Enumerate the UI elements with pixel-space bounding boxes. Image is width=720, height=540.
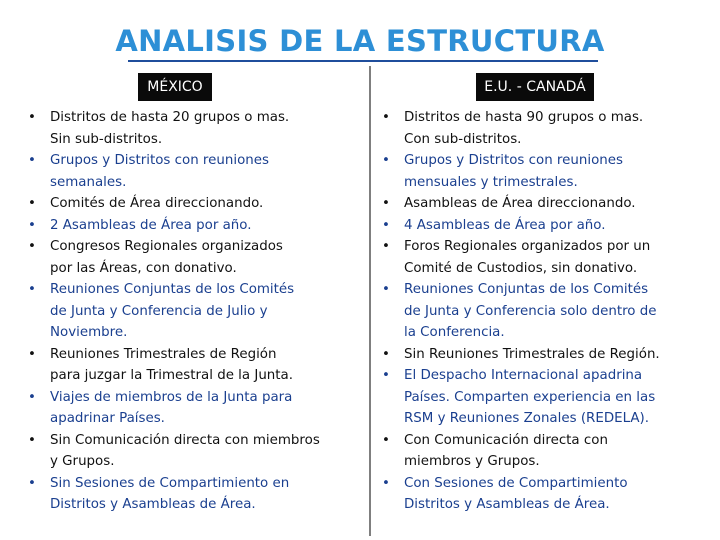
eu-canada-item [380, 473, 716, 516]
mexico-item [26, 430, 366, 473]
mexico-item [26, 215, 366, 237]
eu-canada-item [380, 150, 716, 193]
mexico-item-line: de Junta y Conferencia de Julio y [50, 303, 268, 319]
bullet-icon: • [382, 110, 390, 125]
title-underline [128, 60, 598, 62]
mexico-item-line: Noviembre. [50, 325, 128, 340]
bullet-icon: • [382, 368, 390, 383]
bullet-icon: • [382, 282, 390, 297]
mexico-item-line: y Grupos. [50, 454, 115, 469]
mexico-item [26, 236, 366, 279]
bullet-icon: • [28, 346, 36, 362]
header-mexico: MÉXICO [138, 73, 212, 101]
eu-canada-item [380, 107, 716, 150]
mexico-item-line: Sin sub-distritos. [50, 131, 163, 147]
eu-canada-item-line: de Junta y Conferencia solo dentro de [404, 303, 657, 319]
bullet-icon: • [28, 389, 36, 405]
bullet-icon: • [28, 153, 36, 168]
bullet-icon: • [382, 346, 390, 362]
mexico-item-line: 2 Asambleas de Área por año. [50, 217, 252, 233]
mexico-item-line: Distritos y Asambleas de Área. [50, 497, 256, 512]
column-divider [369, 66, 371, 536]
eu-canada-item [380, 279, 716, 344]
mexico-item-line: Sin Sesiones de Compartimiento en [50, 475, 290, 491]
mexico-list [26, 107, 366, 516]
mexico-item-line: Sin Comunicación directa con miembros [50, 432, 320, 448]
bullet-icon: • [28, 196, 36, 211]
mexico-item [26, 107, 366, 150]
bullet-icon: • [28, 475, 36, 491]
eu-canada-item-line: 4 Asambleas de Área por año. [404, 217, 606, 233]
bullet-icon: • [28, 110, 36, 125]
bullet-icon: • [382, 239, 390, 254]
eu-canada-item-line: Distritos de hasta 90 grupos o mas. [404, 110, 644, 125]
mexico-item-line: Viajes de miembros de la Junta para [50, 389, 293, 405]
eu-canada-item [380, 236, 716, 279]
eu-canada-item-line: Sin Reuniones Trimestrales de Región. [404, 346, 660, 362]
bullet-icon: • [382, 432, 390, 448]
eu-canada-item-line: Grupos y Distritos con reuniones [404, 153, 623, 168]
mexico-item-line: Reuniones Conjuntas de los Comités [50, 282, 295, 297]
eu-canada-item-line: mensuales y trimestrales. [404, 174, 578, 190]
mexico-item [26, 150, 366, 193]
mexico-item-line: para juzgar la Trimestral de la Junta. [50, 368, 294, 383]
mexico-item-line: apadrinar Países. [50, 411, 165, 426]
header-eu-canada: E.U. - CANADÁ [476, 73, 594, 101]
eu-canada-item-line: Reuniones Conjuntas de los Comités [404, 282, 649, 297]
bullet-icon: • [28, 282, 36, 297]
bullet-icon: • [28, 217, 36, 233]
eu-canada-item-line: Con Comunicación directa con [404, 432, 608, 448]
mexico-item [26, 193, 366, 215]
mexico-item-line: Grupos y Distritos con reuniones [50, 153, 269, 168]
eu-canada-item [380, 430, 716, 473]
eu-canada-item [380, 365, 716, 430]
bullet-icon: • [382, 217, 390, 233]
eu-canada-list [380, 107, 716, 516]
eu-canada-item [380, 215, 716, 237]
eu-canada-item-line: miembros y Grupos. [404, 454, 540, 469]
mexico-item [26, 279, 366, 344]
eu-canada-item-line: la Conferencia. [404, 325, 505, 340]
eu-canada-item-line: Con sub-distritos. [404, 131, 522, 147]
mexico-item-line: por las Áreas, con donativo. [50, 260, 237, 276]
eu-canada-item-line: Foros Regionales organizados por un [404, 239, 651, 254]
eu-canada-item [380, 344, 716, 366]
mexico-item-line: semanales. [50, 174, 127, 190]
mexico-item [26, 473, 366, 516]
mexico-item-line: Congresos Regionales organizados [50, 239, 283, 254]
eu-canada-item-line: Con Sesiones de Compartimiento [404, 475, 628, 491]
bullet-icon: • [382, 153, 390, 168]
eu-canada-item-line: RSM y Reuniones Zonales (REDELA). [404, 411, 650, 426]
eu-canada-item-line: Distritos y Asambleas de Área. [404, 497, 610, 512]
eu-canada-item-line: Países. Comparten experiencia en las [404, 389, 656, 405]
eu-canada-item [380, 193, 716, 215]
eu-canada-item-line: El Despacho Internacional apadrina [404, 368, 643, 383]
mexico-item [26, 387, 366, 430]
bullet-icon: • [382, 196, 390, 211]
bullet-icon: • [382, 475, 390, 491]
bullet-icon: • [28, 239, 36, 254]
bullet-icon: • [28, 432, 36, 448]
mexico-item-line: Distritos de hasta 20 grupos o mas. [50, 110, 290, 125]
mexico-item-line: Comités de Área direccionando. [50, 196, 264, 211]
mexico-item-line: Reuniones Trimestrales de Región [50, 346, 277, 362]
mexico-item [26, 344, 366, 387]
page-title: ANALISIS DE LA ESTRUCTURA [115, 24, 605, 58]
eu-canada-item-line: Asambleas de Área direccionando. [404, 196, 636, 211]
eu-canada-item-line: Comité de Custodios, sin donativo. [404, 260, 638, 276]
